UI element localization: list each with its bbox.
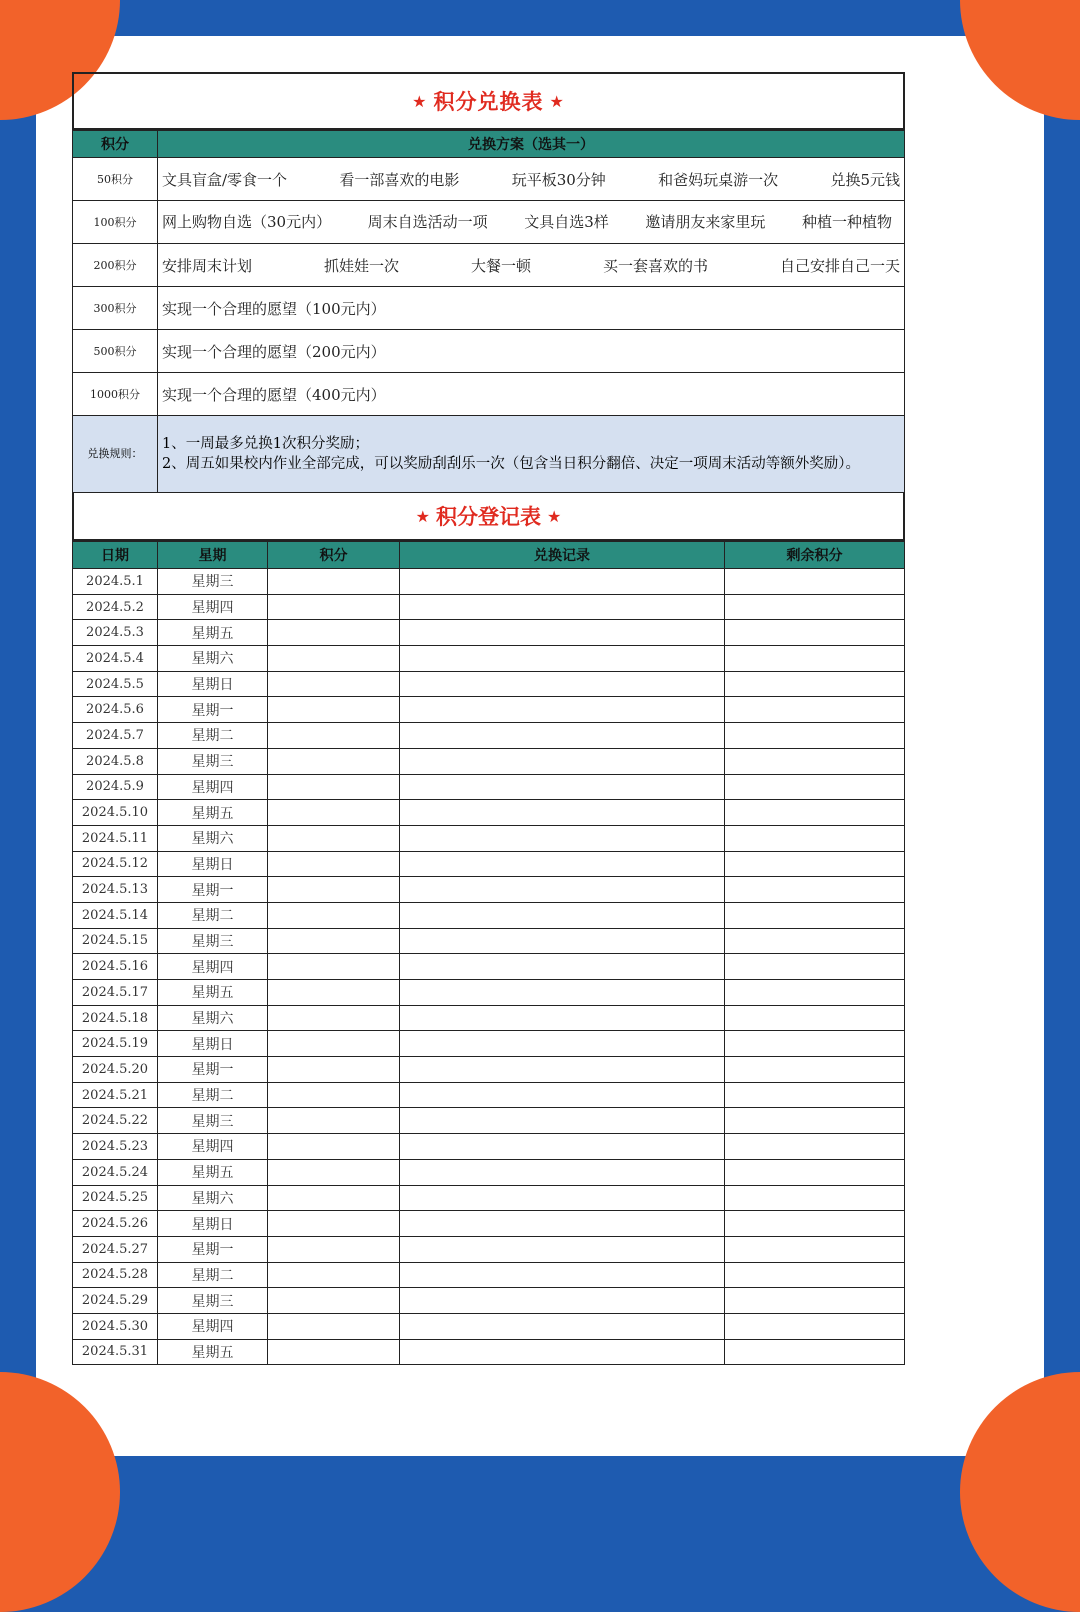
table-row: [73, 1159, 905, 1185]
points-cell[interactable]: [268, 569, 400, 595]
exchange-options: [158, 244, 905, 287]
register-table: [72, 539, 905, 1365]
points-cell[interactable]: [268, 1005, 400, 1031]
date-cell: 2024.5.1: [73, 569, 158, 595]
exchange-row: [73, 244, 905, 287]
remaining-points-cell[interactable]: [725, 1211, 905, 1237]
weekday-cell: 星期六: [158, 1005, 268, 1031]
exchange-header-row: [73, 130, 905, 158]
remaining-points-cell[interactable]: [725, 697, 905, 723]
date-cell: 2024.5.26: [73, 1211, 158, 1237]
weekday-cell: 星期六: [158, 1185, 268, 1211]
exchange-record-cell[interactable]: [400, 697, 725, 723]
remaining-points-cell[interactable]: [725, 594, 905, 620]
exchange-option: 种植一种植物: [801, 212, 892, 231]
date-cell: 2024.5.24: [73, 1159, 158, 1185]
header-points: 积分: [73, 130, 158, 158]
header-points: 积分: [268, 541, 400, 569]
table-row: [73, 1108, 905, 1134]
points-cell[interactable]: [268, 1108, 400, 1134]
date-cell: 2024.5.23: [73, 1134, 158, 1160]
weekday-cell: 星期日: [158, 851, 268, 877]
date-cell: 2024.5.16: [73, 954, 158, 980]
exchange-option: 兑换5元钱: [830, 170, 900, 189]
exchange-options: [158, 373, 905, 416]
date-cell: 2024.5.17: [73, 980, 158, 1006]
exchange-record-cell[interactable]: [400, 1339, 725, 1365]
remaining-points-cell[interactable]: [725, 1108, 905, 1134]
rule-line: 2、周五如果校内作业全部完成，可以奖励刮刮乐一次（包含当日积分翻倍、决定一项周末活动等额外奖励）。: [162, 456, 860, 472]
points-cell[interactable]: [268, 851, 400, 877]
points-cell[interactable]: [268, 723, 400, 749]
weekday-cell: 星期三: [158, 928, 268, 954]
exchange-record-cell[interactable]: [400, 748, 725, 774]
exchange-option: 实现一个合理的愿望（400元内）: [162, 385, 386, 404]
points-cell[interactable]: [268, 748, 400, 774]
rules-text: [158, 416, 905, 493]
date-cell: 2024.5.22: [73, 1108, 158, 1134]
table-row: [73, 1082, 905, 1108]
exchange-row: [73, 158, 905, 201]
points-cell[interactable]: [268, 620, 400, 646]
table-row: [73, 1236, 905, 1262]
points-cell[interactable]: [268, 774, 400, 800]
exchange-record-cell[interactable]: [400, 1262, 725, 1288]
exchange-record-cell[interactable]: [400, 1031, 725, 1057]
date-cell: 2024.5.12: [73, 851, 158, 877]
remaining-points-cell[interactable]: [725, 646, 905, 672]
exchange-option: 抓娃娃一次: [323, 256, 399, 275]
remaining-points-cell[interactable]: [725, 620, 905, 646]
header-plan: 兑换方案（选其一）: [158, 130, 905, 158]
table-row: [73, 1211, 905, 1237]
exchange-record-cell[interactable]: [400, 928, 725, 954]
weekday-cell: 星期四: [158, 1134, 268, 1160]
exchange-row: [73, 287, 905, 330]
date-cell: 2024.5.13: [73, 877, 158, 903]
points-cell[interactable]: [268, 671, 400, 697]
table-row: [73, 1185, 905, 1211]
date-cell: 2024.5.11: [73, 825, 158, 851]
exchange-record-cell[interactable]: [400, 825, 725, 851]
points-cell[interactable]: [268, 825, 400, 851]
exchange-record-cell[interactable]: [400, 646, 725, 672]
table-row: [73, 1288, 905, 1314]
exchange-record-cell[interactable]: [400, 671, 725, 697]
points-cell[interactable]: [268, 646, 400, 672]
points-cell[interactable]: [268, 1031, 400, 1057]
date-cell: 2024.5.4: [73, 646, 158, 672]
weekday-cell: 星期日: [158, 671, 268, 697]
points-cell[interactable]: [268, 980, 400, 1006]
weekday-cell: 星期五: [158, 1159, 268, 1185]
table-row: [73, 646, 905, 672]
star-icon: ★: [415, 506, 430, 526]
exchange-record-cell[interactable]: [400, 800, 725, 826]
table-row: [73, 1031, 905, 1057]
date-cell: 2024.5.30: [73, 1313, 158, 1339]
rule-line: 1、一周最多兑换1次积分奖励；: [162, 436, 369, 452]
exchange-option: 文具自选3样: [524, 212, 609, 231]
remaining-points-cell[interactable]: [725, 800, 905, 826]
exchange-record-cell[interactable]: [400, 1211, 725, 1237]
exchange-record-cell[interactable]: [400, 1134, 725, 1160]
date-cell: 2024.5.5: [73, 671, 158, 697]
table-row: [73, 902, 905, 928]
table-row: [73, 928, 905, 954]
exchange-option: 和爸妈玩桌游一次: [658, 170, 779, 189]
exchange-options: [158, 330, 905, 373]
date-cell: 2024.5.10: [73, 800, 158, 826]
weekday-cell: 星期二: [158, 1262, 268, 1288]
points-level: 50积分: [73, 158, 158, 201]
table-row: [73, 671, 905, 697]
points-cell[interactable]: [268, 1134, 400, 1160]
table-row: [73, 1262, 905, 1288]
weekday-cell: 星期二: [158, 723, 268, 749]
weekday-cell: 星期五: [158, 800, 268, 826]
exchange-options: [158, 201, 905, 244]
weekday-cell: 星期一: [158, 877, 268, 903]
date-cell: 2024.5.18: [73, 1005, 158, 1031]
exchange-row: [73, 330, 905, 373]
remaining-points-cell[interactable]: [725, 774, 905, 800]
points-level: 300积分: [73, 287, 158, 330]
points-cell[interactable]: [268, 1159, 400, 1185]
remaining-points-cell[interactable]: [725, 1262, 905, 1288]
table-row: [73, 594, 905, 620]
exchange-record-cell[interactable]: [400, 1108, 725, 1134]
exchange-record-cell[interactable]: [400, 1185, 725, 1211]
points-cell[interactable]: [268, 1288, 400, 1314]
remaining-points-cell[interactable]: [725, 902, 905, 928]
table-row: [73, 980, 905, 1006]
header-date: 日期: [73, 541, 158, 569]
date-cell: 2024.5.19: [73, 1031, 158, 1057]
exchange-record-cell[interactable]: [400, 902, 725, 928]
exchange-record-cell[interactable]: [400, 1057, 725, 1083]
weekday-cell: 星期五: [158, 1339, 268, 1365]
remaining-points-cell[interactable]: [725, 1134, 905, 1160]
weekday-cell: 星期一: [158, 1236, 268, 1262]
remaining-points-cell[interactable]: [725, 1185, 905, 1211]
table-row: [73, 697, 905, 723]
remaining-points-cell[interactable]: [725, 671, 905, 697]
weekday-cell: 星期五: [158, 620, 268, 646]
points-cell[interactable]: [268, 1236, 400, 1262]
table-row: [73, 954, 905, 980]
star-icon: ★: [549, 91, 565, 111]
exchange-record-cell[interactable]: [400, 594, 725, 620]
remaining-points-cell[interactable]: [725, 954, 905, 980]
table-row: [73, 877, 905, 903]
exchange-option: 买一套喜欢的书: [602, 256, 708, 275]
remaining-points-cell[interactable]: [725, 1005, 905, 1031]
points-cell[interactable]: [268, 1313, 400, 1339]
exchange-option: 周末自选活动一项: [367, 212, 488, 231]
weekday-cell: 星期二: [158, 902, 268, 928]
weekday-cell: 星期日: [158, 1211, 268, 1237]
remaining-points-cell[interactable]: [725, 1236, 905, 1262]
exchange-record-cell[interactable]: [400, 1082, 725, 1108]
exchange-row: [73, 201, 905, 244]
exchange-row: [73, 373, 905, 416]
table-row: [73, 1339, 905, 1365]
points-level: 1000积分: [73, 373, 158, 416]
exchange-record-cell[interactable]: [400, 954, 725, 980]
points-cell[interactable]: [268, 1185, 400, 1211]
table-row: [73, 748, 905, 774]
table-row: [73, 569, 905, 595]
exchange-record-cell[interactable]: [400, 569, 725, 595]
date-cell: 2024.5.31: [73, 1339, 158, 1365]
date-cell: 2024.5.3: [73, 620, 158, 646]
header-exchange-record: 兑换记录: [400, 541, 725, 569]
points-cell[interactable]: [268, 1082, 400, 1108]
remaining-points-cell[interactable]: [725, 928, 905, 954]
date-cell: 2024.5.9: [73, 774, 158, 800]
weekday-cell: 星期四: [158, 1313, 268, 1339]
table-row: [73, 825, 905, 851]
header-weekday: 星期: [158, 541, 268, 569]
exchange-record-cell[interactable]: [400, 1005, 725, 1031]
weekday-cell: 星期一: [158, 1057, 268, 1083]
remaining-points-cell[interactable]: [725, 748, 905, 774]
table-row: [73, 620, 905, 646]
rules-label: 兑换规则：: [73, 416, 158, 493]
points-cell[interactable]: [268, 954, 400, 980]
exchange-table: [72, 128, 905, 493]
exchange-options: [158, 158, 905, 201]
weekday-cell: 星期三: [158, 1288, 268, 1314]
exchange-option: 大餐一顿: [470, 256, 531, 275]
exchange-option: 邀请朋友来家里玩: [645, 212, 766, 231]
remaining-points-cell[interactable]: [725, 980, 905, 1006]
remaining-points-cell[interactable]: [725, 851, 905, 877]
weekday-cell: 星期六: [158, 646, 268, 672]
exchange-option: 实现一个合理的愿望（200元内）: [162, 342, 386, 361]
exchange-option: 实现一个合理的愿望（100元内）: [162, 299, 386, 318]
exchange-record-cell[interactable]: [400, 851, 725, 877]
exchange-record-cell[interactable]: [400, 877, 725, 903]
exchange-option: 文具盲盒/零食一个: [162, 170, 288, 189]
date-cell: 2024.5.6: [73, 697, 158, 723]
exchange-record-cell[interactable]: [400, 1288, 725, 1314]
exchange-options: [158, 287, 905, 330]
points-level: 100积分: [73, 201, 158, 244]
exchange-record-cell[interactable]: [400, 1313, 725, 1339]
weekday-cell: 星期四: [158, 594, 268, 620]
weekday-cell: 星期四: [158, 954, 268, 980]
star-icon: ★: [412, 91, 428, 111]
table-row: [73, 1134, 905, 1160]
points-cell[interactable]: [268, 928, 400, 954]
table-row: [73, 723, 905, 749]
remaining-points-cell[interactable]: [725, 1159, 905, 1185]
register-title: ★ 积分登记表 ★: [72, 493, 905, 539]
date-cell: 2024.5.14: [73, 902, 158, 928]
exchange-option: 网上购物自选（30元内）: [162, 212, 332, 231]
date-cell: 2024.5.25: [73, 1185, 158, 1211]
weekday-cell: 星期一: [158, 697, 268, 723]
table-row: [73, 800, 905, 826]
points-level: 500积分: [73, 330, 158, 373]
register-header-row: [73, 541, 905, 569]
remaining-points-cell[interactable]: [725, 825, 905, 851]
exchange-record-cell[interactable]: [400, 620, 725, 646]
points-cell[interactable]: [268, 877, 400, 903]
date-cell: 2024.5.27: [73, 1236, 158, 1262]
points-cell[interactable]: [268, 1339, 400, 1365]
remaining-points-cell[interactable]: [725, 1313, 905, 1339]
exchange-option: 自己安排自己一天: [779, 256, 900, 275]
rules-row: [73, 416, 905, 493]
weekday-cell: 星期二: [158, 1082, 268, 1108]
table-row: [73, 1313, 905, 1339]
table-row: [73, 1057, 905, 1083]
points-cell[interactable]: [268, 800, 400, 826]
weekday-cell: 星期五: [158, 980, 268, 1006]
points-cell[interactable]: [268, 697, 400, 723]
table-row: [73, 1005, 905, 1031]
star-icon: ★: [547, 506, 562, 526]
table-row: [73, 774, 905, 800]
exchange-option: 玩平板30分钟: [511, 170, 606, 189]
exchange-option: 安排周末计划: [162, 256, 253, 275]
date-cell: 2024.5.8: [73, 748, 158, 774]
remaining-points-cell[interactable]: [725, 1339, 905, 1365]
remaining-points-cell[interactable]: [725, 1082, 905, 1108]
exchange-record-cell[interactable]: [400, 1159, 725, 1185]
date-cell: 2024.5.29: [73, 1288, 158, 1314]
weekday-cell: 星期日: [158, 1031, 268, 1057]
weekday-cell: 星期三: [158, 1108, 268, 1134]
exchange-option: 看一部喜欢的电影: [339, 170, 460, 189]
points-worksheet: [72, 72, 905, 1365]
date-cell: 2024.5.28: [73, 1262, 158, 1288]
points-cell[interactable]: [268, 1211, 400, 1237]
points-cell[interactable]: [268, 1057, 400, 1083]
date-cell: 2024.5.21: [73, 1082, 158, 1108]
exchange-title: ★ 积分兑换表 ★: [72, 72, 905, 128]
exchange-record-cell[interactable]: [400, 1236, 725, 1262]
weekday-cell: 星期六: [158, 825, 268, 851]
remaining-points-cell[interactable]: [725, 569, 905, 595]
remaining-points-cell[interactable]: [725, 877, 905, 903]
points-level: 200积分: [73, 244, 158, 287]
remaining-points-cell[interactable]: [725, 1031, 905, 1057]
table-row: [73, 851, 905, 877]
date-cell: 2024.5.7: [73, 723, 158, 749]
date-cell: 2024.5.20: [73, 1057, 158, 1083]
date-cell: 2024.5.15: [73, 928, 158, 954]
header-remaining-points: 剩余积分: [725, 541, 905, 569]
remaining-points-cell[interactable]: [725, 723, 905, 749]
exchange-record-cell[interactable]: [400, 723, 725, 749]
exchange-record-cell[interactable]: [400, 980, 725, 1006]
points-cell[interactable]: [268, 1262, 400, 1288]
remaining-points-cell[interactable]: [725, 1288, 905, 1314]
weekday-cell: 星期四: [158, 774, 268, 800]
exchange-record-cell[interactable]: [400, 774, 725, 800]
date-cell: 2024.5.2: [73, 594, 158, 620]
weekday-cell: 星期三: [158, 569, 268, 595]
weekday-cell: 星期三: [158, 748, 268, 774]
points-cell[interactable]: [268, 902, 400, 928]
points-cell[interactable]: [268, 594, 400, 620]
remaining-points-cell[interactable]: [725, 1057, 905, 1083]
